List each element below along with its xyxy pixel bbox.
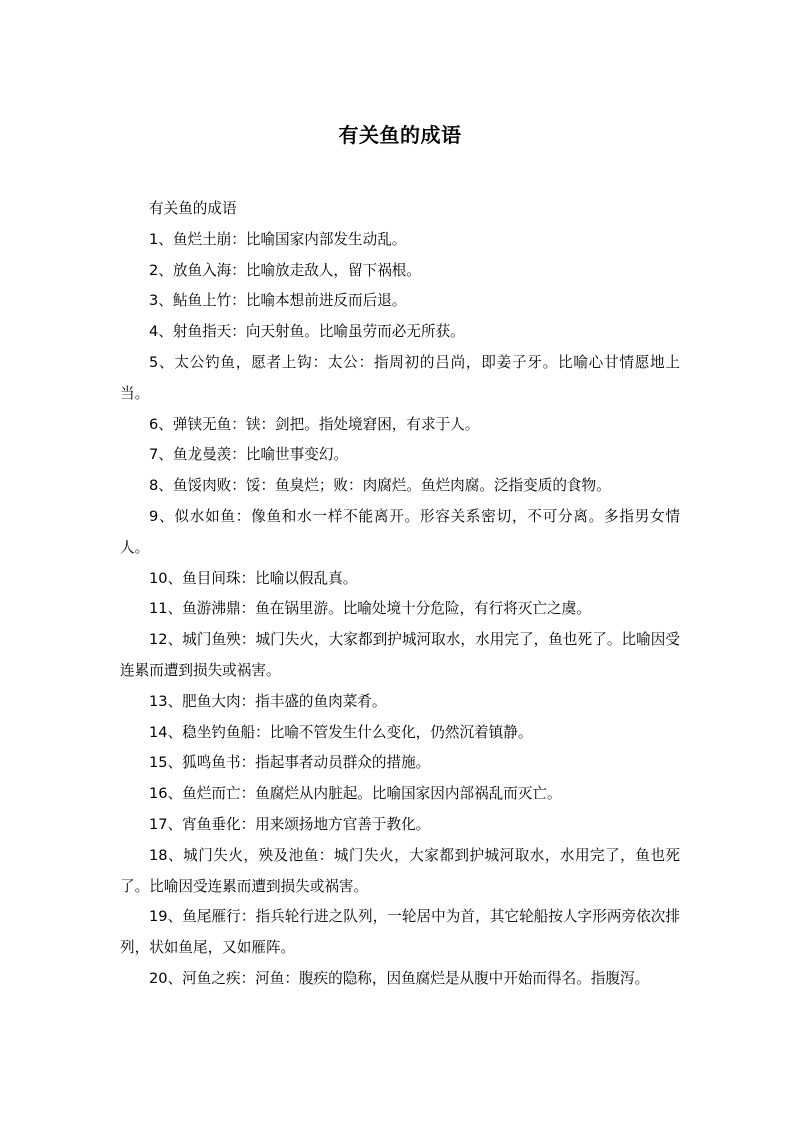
idiom-item-2: 2、放鱼入海：比喻放走敌人，留下祸根。: [149, 261, 421, 279]
idiom-item-6: 6、弹铗无鱼：铗：剑把。指处境窘困，有求于人。: [149, 415, 480, 433]
idiom-item-9: 9、似水如鱼：像鱼和水一样不能离开。形容关系密切，不可分离。多指男女情人。: [120, 507, 680, 556]
idiom-item-4: 4、射鱼指天：向天射鱼。比喻虽劳而必无所获。: [149, 323, 465, 341]
idiom-item-19: 19、鱼尾雁行：指兵轮行进之队列，一轮居中为首，其它轮船按人字形两旁依次排列，状如鱼尾，又如雁阵。: [120, 908, 680, 957]
idiom-item-3: 3、鲇鱼上竹：比喻本想前进反而后退。: [149, 292, 407, 310]
idiom-item-1: 1、鱼烂土崩：比喻国家内部发生动乱。: [149, 230, 407, 248]
document-body: [120, 194, 680, 995]
idiom-item-13: 13、肥鱼大肉：指丰盛的鱼肉菜肴。: [149, 692, 387, 710]
idiom-item-11: 11、鱼游沸鼎：鱼在锅里游。比喻处境十分危险，有行将灭亡之虞。: [149, 600, 591, 618]
idiom-item-15: 15、狐鸣鱼书：指起事者动员群众的措施。: [149, 754, 431, 772]
idiom-item-5: 5、太公钓鱼，愿者上钩：太公：指周初的吕尚，即姜子牙。比喻心甘情愿地上当。: [120, 353, 680, 402]
document-title: 有关鱼的成语: [338, 123, 462, 147]
idiom-item-12: 12、城门鱼殃：城门失火，大家都到护城河取水，水用完了，鱼也死了。比喻因受连累而遭到损失或祸害。: [120, 631, 680, 679]
idiom-item-10: 10、鱼目间珠：比喻以假乱真。: [149, 569, 358, 587]
idiom-item-17: 17、宵鱼垂化：用来颂扬地方官善于教化。: [149, 815, 431, 833]
idiom-item-7: 7、鱼龙曼羡：比喻世事变幻。: [149, 446, 349, 464]
idiom-item-14: 14、稳坐钓鱼船：比喻不管发生什么变化，仍然沉着镇静。: [149, 723, 533, 741]
idiom-item-16: 16、鱼烂而亡：鱼腐烂从内脏起。比喻国家因内部祸乱而灭亡。: [149, 785, 562, 803]
idiom-item-18: 18、城门失火，殃及池鱼：城门失火，大家都到护城河取水，水用完了，鱼也死了。比喻因受连累而遭到损失或祸害。: [120, 846, 680, 895]
document-subtitle: 有关鱼的成语: [149, 200, 237, 217]
idiom-item-8: 8、鱼馁肉败：馁：鱼臭烂；败：肉腐烂。鱼烂肉腐。泛指变质的食物。: [149, 477, 611, 495]
idiom-item-20: 20、河鱼之疾：河鱼：腹疾的隐称，因鱼腐烂是从腹中开始而得名。指腹泻。: [149, 969, 650, 987]
